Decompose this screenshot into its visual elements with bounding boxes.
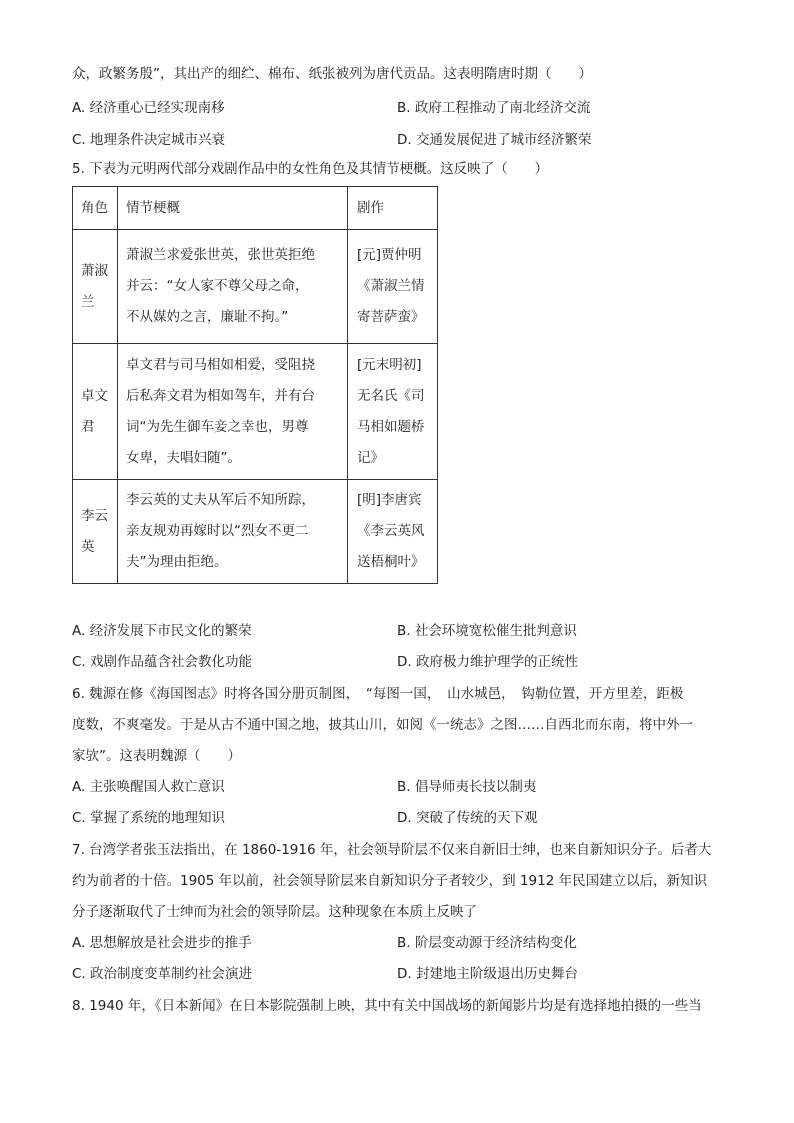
q7-option-b: B. 阶层变动源于经济结构变化 xyxy=(397,935,577,951)
work-line: 记》 xyxy=(357,449,384,466)
role-line: 兰 xyxy=(81,293,95,310)
work-line: 马相如题桥 xyxy=(357,418,425,435)
q4-option-d: D. 交通发展促进了城市经济繁荣 xyxy=(397,132,592,148)
q5-option-a: A. 经济发展下市民文化的繁荣 xyxy=(72,623,252,639)
q7-stem-line: 约为前者的十倍。1905 年以前，社会领导阶层来自新知识分子者较少，到 1912 年民国建立以后，新知识 xyxy=(72,873,708,889)
q5-option-b: B. 社会环境宽松催生批判意识 xyxy=(397,623,577,639)
role-line: 英 xyxy=(81,538,95,555)
q6-option-a: A. 主张唤醒国人救亡意识 xyxy=(72,779,225,795)
work-line: [明]李唐宾 xyxy=(357,492,422,508)
role-line: 李云 xyxy=(81,507,108,524)
q5-option-d: D. 政府极力维护理学的正统性 xyxy=(397,654,578,670)
plot-line: 女卑，夫唱妇随”。 xyxy=(126,449,241,466)
plot-line: 李云英的丈夫从军后不知所踪， xyxy=(126,492,315,508)
q5-table xyxy=(72,186,438,584)
role-line: 卓文 xyxy=(81,387,108,404)
q6-option-c: C. 掌握了系统的地理知识 xyxy=(72,810,226,826)
q4-option-a: A. 经济重心已经实现南移 xyxy=(72,100,225,116)
table-cell-work xyxy=(348,480,438,584)
q6-stem-line: 度数，不爽毫发。于是从古不通中国之地，披其山川，如阅《一统志》之图……自西北而东南，将中外一 xyxy=(72,717,693,733)
q7-stem-line: 分子逐渐取代了士绅而为社会的领导阶层。这种现象在本质上反映了 xyxy=(72,904,477,920)
table-header-row xyxy=(73,187,438,230)
q6-stem-line: 6. 魏源在修《海国图志》时将各国分册页制图， “每图一国， 山水城邑， 钩勒位置，开方里差，距极 xyxy=(72,686,684,702)
q4-option-b: B. 政府工程推动了南北经济交流 xyxy=(397,100,591,116)
q4-stem-tail: 众，政繁务殷”，其出产的细纻、棉布、纸张被列为唐代贡品。这表明隋唐时期（ ） xyxy=(72,66,592,82)
table-cell-work xyxy=(348,230,438,344)
table-cell-work xyxy=(348,344,438,480)
table-header-plot: 情节梗概 xyxy=(118,187,348,230)
table-cell-plot xyxy=(118,230,348,344)
work-line: 寄菩萨蛮》 xyxy=(357,309,425,325)
plot-line: 词“为先生御车妾之幸也，男尊 xyxy=(126,418,309,435)
work-line: 送梧桐叶》 xyxy=(357,554,425,570)
work-line: 无名氏《司 xyxy=(357,387,425,404)
work-line: 《萧淑兰情 xyxy=(357,278,425,294)
plot-line: 夫”为理由拒绝。 xyxy=(126,554,228,570)
q6-option-b: B. 倡导师夷长技以制夷 xyxy=(397,779,537,795)
work-line: 《李云英风 xyxy=(357,523,425,539)
q5-option-c: C. 戏剧作品蕴含社会教化功能 xyxy=(72,654,253,670)
q7-option-c: C. 政治制度变革制约社会演进 xyxy=(72,966,253,982)
table-cell-role xyxy=(73,480,118,584)
table-cell-plot xyxy=(118,344,348,480)
plot-line: 卓文君与司马相如相爱，受阻挠 xyxy=(126,356,315,373)
q7-stem-line: 7. 台湾学者张玉法指出，在 1860-1916 年，社会领导阶层不仅来自新旧士绅，也来自新知识分子。后者大 xyxy=(72,842,712,858)
table-header-role: 角色 xyxy=(73,187,118,230)
table-cell-role xyxy=(73,230,118,344)
q4-option-c: C. 地理条件决定城市兴衰 xyxy=(72,132,226,148)
plot-line: 不从媒妁之言，廉耻不拘。” xyxy=(126,309,289,325)
role-line: 萧淑 xyxy=(81,262,108,279)
q6-stem-line: 家欤”。这表明魏源（ ） xyxy=(72,748,241,764)
work-line: [元]贾仲明 xyxy=(357,247,422,263)
table-cell-plot xyxy=(118,480,348,584)
work-line: [元末明初] xyxy=(357,356,422,373)
table-cell-role xyxy=(73,344,118,480)
role-line: 君 xyxy=(81,418,95,435)
plot-line: 亲友规劝再嫁时以“烈女不更二 xyxy=(126,523,309,539)
q8-stem: 8. 1940 年，《日本新闻》在日本影院强制上映，其中有关中国战场的新闻影片均是有选择地拍摄的一些当 xyxy=(72,998,702,1014)
q5-stem: 5. 下表为元明两代部分戏剧作品中的女性角色及其情节梗概。这反映了（ ） xyxy=(72,161,549,177)
plot-line: 萧淑兰求爱张世英，张世英拒绝 xyxy=(126,247,315,263)
q7-option-d: D. 封建地主阶级退出历史舞台 xyxy=(397,966,578,982)
q6-option-d: D. 突破了传统的天下观 xyxy=(397,810,538,826)
q7-option-a: A. 思想解放是社会进步的推手 xyxy=(72,935,252,951)
table-header-work: 剧作 xyxy=(348,187,438,230)
table-row xyxy=(73,480,438,584)
table-row xyxy=(73,230,438,344)
plot-line: 后私奔文君为相如驾车，并有台 xyxy=(126,387,315,404)
plot-line: 并云：“女人家不尊父母之命， xyxy=(126,278,309,294)
table-row xyxy=(73,344,438,480)
